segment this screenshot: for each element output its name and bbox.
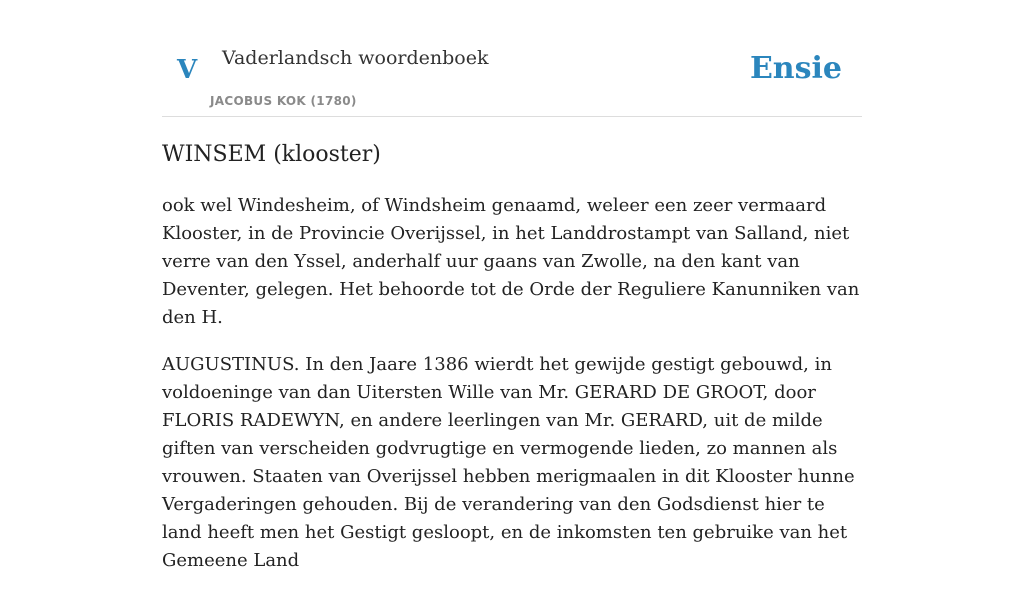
book-header <box>162 0 862 117</box>
book-letter: V <box>177 55 198 85</box>
entry-content <box>162 192 862 594</box>
entry-paragraph: ook wel Windesheim, of Windsheim genaamd, weleer een zeer vermaard Klooster, in de Provincie Overijssel, in het Landdrostampt van Salland, niet verre van den Yssel, anderhalf uur gaans van Zwolle, na den kant van Deventer, gelegen. Het behoorde tot de Orde der Reguliere Kanunniken van den H. <box>162 195 860 328</box>
book-author: JACOBUS KOK (1780) <box>210 94 357 108</box>
book-title[interactable]: Vaderlandsch woordenboek <box>222 47 489 69</box>
ensie-logo[interactable]: Ensie <box>749 51 842 86</box>
entry-paragraph: AUGUSTINUS. In den Jaare 1386 wierdt het gewijde gestigt gebouwd, in voldoeninge van dan Uitersten Wille van Mr. GERARD DE GROOT, door FLORIS RADEWYN, en andere leerlingen van Mr. GERARD, uit de milde giften van verscheiden godvrugtige en vermogende lieden, zo mannen als vrouwen. Staaten van Overijssel hebben merigmaalen in dit Klooster hunne Vergaderingen gehouden. Bij de verandering van den Godsdienst hier te land heeft men het Gestigt gesloopt, en de inkomsten ten gebruike van het Gemeene Land <box>162 354 855 571</box>
entry-title: WINSEM (klooster) <box>162 142 381 167</box>
